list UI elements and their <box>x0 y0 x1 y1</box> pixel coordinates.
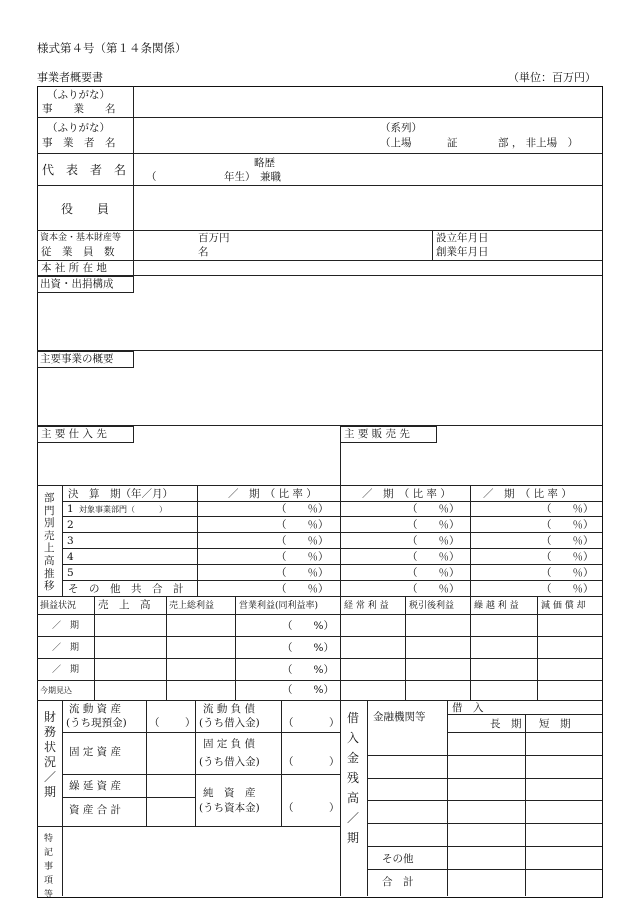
pl-header: 売 上 高 <box>98 599 151 611</box>
pl-row-label: ／ 期 <box>52 621 80 631</box>
pl-row-label: ／ 期 <box>52 643 80 653</box>
jigyosha-label: 事 業 者 名 <box>42 137 116 149</box>
kotei-fusai: 固 定 負 債 <box>203 738 256 750</box>
paren-open: （ <box>149 717 160 729</box>
ryudo-shisan: 流 動 資 産 <box>69 703 122 715</box>
jigyosha-field[interactable] <box>135 119 375 151</box>
period-col-3: ／ 期 （ 比 率 ） <box>483 488 572 500</box>
pl-header: 経 常 利 益 <box>344 601 389 611</box>
pl-pct-cell: （ %） <box>282 642 334 654</box>
pl-header: 営業利益(同利益率) <box>239 601 319 611</box>
paren-close: ） <box>329 717 340 729</box>
paren-open: （ <box>283 756 294 768</box>
other-label: その他 <box>382 853 414 865</box>
form-number: 様式第４号（第１４条関係） <box>37 41 187 55</box>
persons-unit: 名 <box>198 246 209 258</box>
short-term-label: 短 期 <box>539 718 571 730</box>
started-label: 創業年月日 <box>436 246 489 258</box>
pl-header: 損益状況 <box>40 601 77 611</box>
jigyo-label: 事 業 名 <box>42 103 116 115</box>
sales-row-num: 2 <box>67 519 74 531</box>
sales-row-num: 5 <box>67 567 74 579</box>
bank-label: 金融機関等 <box>373 711 426 723</box>
kuenobe-shisan: 繰 延 資 産 <box>69 780 122 792</box>
pl-pct-cell: （ %） <box>282 620 334 632</box>
yakuin-label: 役 員 <box>61 202 110 216</box>
jigyosha-furigana: （ふりがな） <box>47 122 110 134</box>
jigyo-field[interactable] <box>135 88 600 116</box>
loans-side-label: 借入金残高／期 <box>347 711 360 845</box>
pl-pct-cell: （ %） <box>282 684 334 696</box>
sales-label: 主 要 販 売 先 <box>344 428 410 440</box>
pct-cell: （ ％） <box>541 519 594 531</box>
paren-open: （ <box>283 802 294 814</box>
sales-row-label: 対象事業部門（ ） <box>79 505 167 514</box>
shisan-goukei: 資 産 合 計 <box>69 804 122 816</box>
sales-row-num: 4 <box>67 551 74 563</box>
capital-label: 資本金・基本財産等 <box>40 233 122 243</box>
remarks-label: 特記事項等 <box>44 834 54 900</box>
daihyo-label: 代 表 者 名 <box>42 163 127 177</box>
period-col-1: ／ 期 （ 比 率 ） <box>228 488 317 500</box>
pl-header: 税引後利益 <box>409 601 455 611</box>
listing-sho: 証 <box>447 137 458 149</box>
pct-cell: （ ％） <box>541 503 594 515</box>
jigyo-furigana: （ふりがな） <box>47 89 110 101</box>
pct-cell: （ ％） <box>276 567 329 579</box>
pct-cell: （ ％） <box>276 503 329 515</box>
pct-cell: （ ％） <box>407 535 460 547</box>
pct-cell: （ ％） <box>276 519 329 531</box>
pct-cell: （ ％） <box>407 503 460 515</box>
pct-cell: （ ％） <box>276 583 329 595</box>
borrow-label: 借 入 <box>452 702 484 714</box>
ryudo-fusai: 流 動 負 債 <box>203 703 256 715</box>
remarks-field[interactable] <box>64 828 338 894</box>
paren-open: （ <box>283 717 294 729</box>
born-paren: （ <box>146 171 157 183</box>
pct-cell: （ ％） <box>541 551 594 563</box>
sales-row-num: 1 <box>67 503 74 515</box>
suppliers-label: 主 要 仕 入 先 <box>41 428 107 440</box>
long-term-label: 長 期 <box>490 718 522 730</box>
pct-cell: （ ％） <box>407 567 460 579</box>
sales-row-total-label: そ の 他 共 合 計 <box>68 583 184 595</box>
pct-cell: （ ％） <box>541 535 594 547</box>
page-title: 事業者概要書 <box>37 71 103 84</box>
pct-cell: （ ％） <box>407 519 460 531</box>
pct-cell: （ ％） <box>541 567 594 579</box>
kotei-shisan: 固 定 資 産 <box>69 746 122 758</box>
listing-tail: 部 ， 非上場 ） <box>498 137 579 149</box>
pct-cell: （ ％） <box>407 583 460 595</box>
sales-row-num: 3 <box>67 535 74 547</box>
kenshoku-label: 兼職 <box>260 171 281 183</box>
business-label: 主要事業の概要 <box>40 353 114 365</box>
ryakureki-label: 略歴 <box>254 157 275 169</box>
investment-label: 出資・出捐構成 <box>40 278 114 290</box>
daihyo-field[interactable] <box>135 155 245 169</box>
period-header: 決 算 期（年／月） <box>68 488 173 500</box>
kariire-2: (うち借入金) <box>199 756 260 768</box>
finance-side-label: 財務状況／期 <box>44 710 57 799</box>
pct-cell: （ ％） <box>276 535 329 547</box>
jun-shisan: 純 資 産 <box>203 787 256 799</box>
hq-label: 本 社 所 在 地 <box>41 262 107 274</box>
pl-header: 売上総利益 <box>169 601 215 611</box>
pl-header: 減 価 償 却 <box>541 601 586 611</box>
kariire-1: (うち借入金) <box>199 717 260 729</box>
pl-pct-cell: （ %） <box>282 664 334 676</box>
founded-label: 設立年月日 <box>436 232 489 244</box>
paren-close: ） <box>329 756 340 768</box>
million-unit: 百万円 <box>198 232 230 244</box>
yakuin-field[interactable] <box>135 187 600 229</box>
employees-label: 従 業 員 数 <box>41 246 115 258</box>
hq-field[interactable] <box>135 262 600 274</box>
unit-label: （単位：百万円） <box>508 71 596 84</box>
born-label: 年生） <box>224 171 256 183</box>
sales-side-label: 部門別売上高推移 <box>44 492 55 593</box>
period-col-2: ／ 期 （ 比 率 ） <box>362 488 451 500</box>
keiretsu-label: （系列） <box>380 122 422 134</box>
paren-close: ） <box>185 717 196 729</box>
total-label: 合 計 <box>382 876 414 888</box>
shihonkin: (うち資本金) <box>199 802 260 814</box>
pct-cell: （ ％） <box>407 551 460 563</box>
pl-header: 繰 越 利 益 <box>474 601 519 611</box>
pl-row-label: ／ 期 <box>52 665 80 675</box>
paren-close: ） <box>329 802 340 814</box>
pct-cell: （ ％） <box>276 551 329 563</box>
pct-cell: （ ％） <box>541 583 594 595</box>
pl-row-label: 今期見込 <box>40 686 72 695</box>
genyokin: (うち現預金) <box>66 717 127 729</box>
listing-open: （上場 <box>380 137 412 149</box>
